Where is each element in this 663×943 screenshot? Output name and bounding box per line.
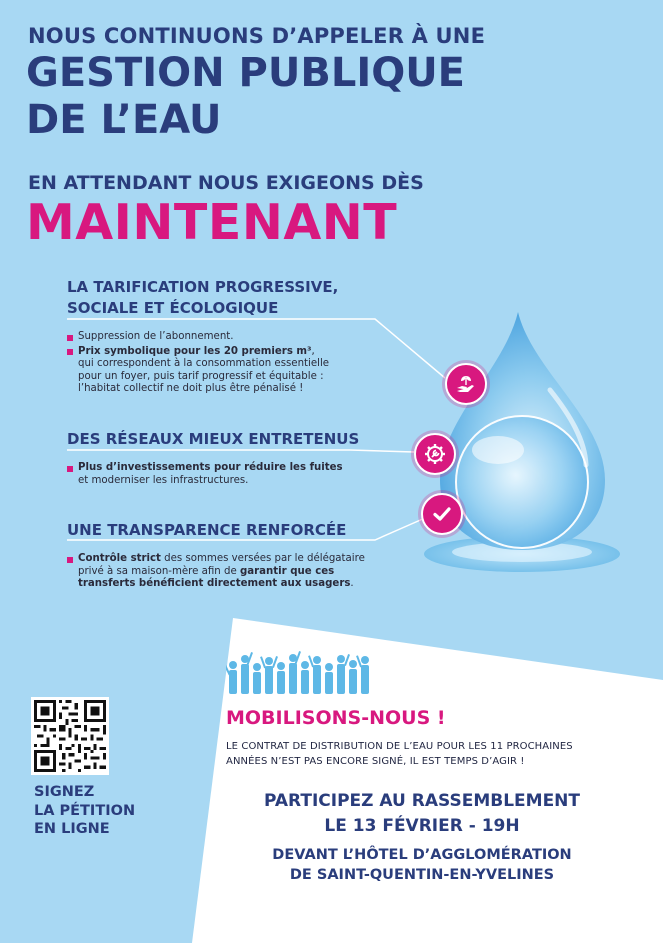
bullet-text: pour un foyer, puis tarif progressif et équitable :: [78, 370, 324, 382]
crowd-protest-icon: [226, 650, 372, 698]
gear-wrench-icon: [414, 433, 456, 475]
section-transparence-title: UNE TRANSPARENCE RENFORCÉE: [67, 521, 347, 539]
section-tarification-title: [67, 277, 338, 319]
section-tarification-title-line-1: LA TARIFICATION PROGRESSIVE,: [67, 278, 339, 296]
section-tarification-title-line-2: SOCIALE ET ÉCOLOGIQUE: [67, 299, 279, 317]
contrat-line-2: ANNÉES N’EST PAS ENCORE SIGNÉ, IL EST TEMPS D’AGIR !: [226, 756, 525, 767]
qr-code-icon[interactable]: [31, 697, 109, 775]
bullet-bold-text: Prix symbolique pour les 20 premiers m³: [78, 345, 312, 357]
bullet-bold-text: transferts bénéficient directement aux usagers: [78, 578, 351, 590]
header-line-4: EN ATTENDANT NOUS EXIGEONS DÈS: [28, 172, 424, 194]
hand-plant-icon: [445, 363, 487, 405]
bullet-text: .: [350, 578, 354, 590]
bullet-text: ,: [311, 345, 315, 357]
mobilisation-title: MOBILISONS-NOUS !: [226, 707, 446, 729]
petition-line-2: LA PÉTITION: [34, 802, 136, 819]
section-reseaux-bullets: [67, 462, 343, 487]
bullet-text: et moderniser les infrastructures.: [78, 474, 249, 486]
list-item: [67, 346, 329, 396]
header-maintenant: MAINTENANT: [26, 194, 398, 251]
section-transparence-bullets: [67, 553, 365, 591]
section-reseaux-title: DES RÉSEAUX MIEUX ENTRETENUS: [67, 430, 360, 448]
bullet-text: qui correspondent à la consommation essentielle: [78, 358, 330, 370]
bullet-text: privé à sa maison-mère afin de: [78, 565, 240, 577]
list-item: [67, 331, 329, 344]
header-title-line-1: GESTION PUBLIQUE: [26, 50, 466, 96]
petition-label: [34, 783, 135, 839]
list-item: [67, 462, 343, 487]
header-line-1: NOUS CONTINUONS D’APPELER À UNE: [28, 24, 486, 48]
bullet-text: des sommes versées par le délégataire: [160, 553, 365, 564]
bullet-bold-text: Contrôle strict: [78, 553, 161, 564]
contrat-line-1: LE CONTRAT DE DISTRIBUTION DE L’EAU POUR LES 11 PROCHAINES: [226, 741, 573, 752]
lieu-line-2: DE SAINT-QUENTIN-EN-YVELINES: [289, 867, 555, 883]
header-main-title: [26, 50, 465, 144]
rassemblement-line-2: LE 13 FÉVRIER - 19H: [324, 816, 520, 836]
rassemblement-line-1: PARTICIPEZ AU RASSEMBLEMENT: [263, 791, 581, 811]
lieu-line-1: DEVANT L’HÔTEL D’AGGLOMÉRATION: [272, 847, 572, 863]
bullet-bold-text: Plus d’investissements pour réduire les fuites: [78, 462, 343, 473]
check-icon: [421, 493, 463, 535]
header-title-line-2: DE L’EAU: [26, 97, 222, 143]
section-tarification-bullets: [67, 331, 329, 396]
contrat-text: [226, 739, 573, 769]
bullet-text: l’habitat collectif ne doit plus être pénalisé !: [78, 383, 304, 395]
petition-line-3: EN LIGNE: [34, 821, 110, 837]
bullet-bold-text: garantir que ces: [239, 565, 335, 577]
bullet-text: Suppression de l’abonnement.: [78, 331, 234, 342]
petition-line-1: SIGNEZ: [34, 784, 95, 800]
list-item: [67, 553, 365, 591]
